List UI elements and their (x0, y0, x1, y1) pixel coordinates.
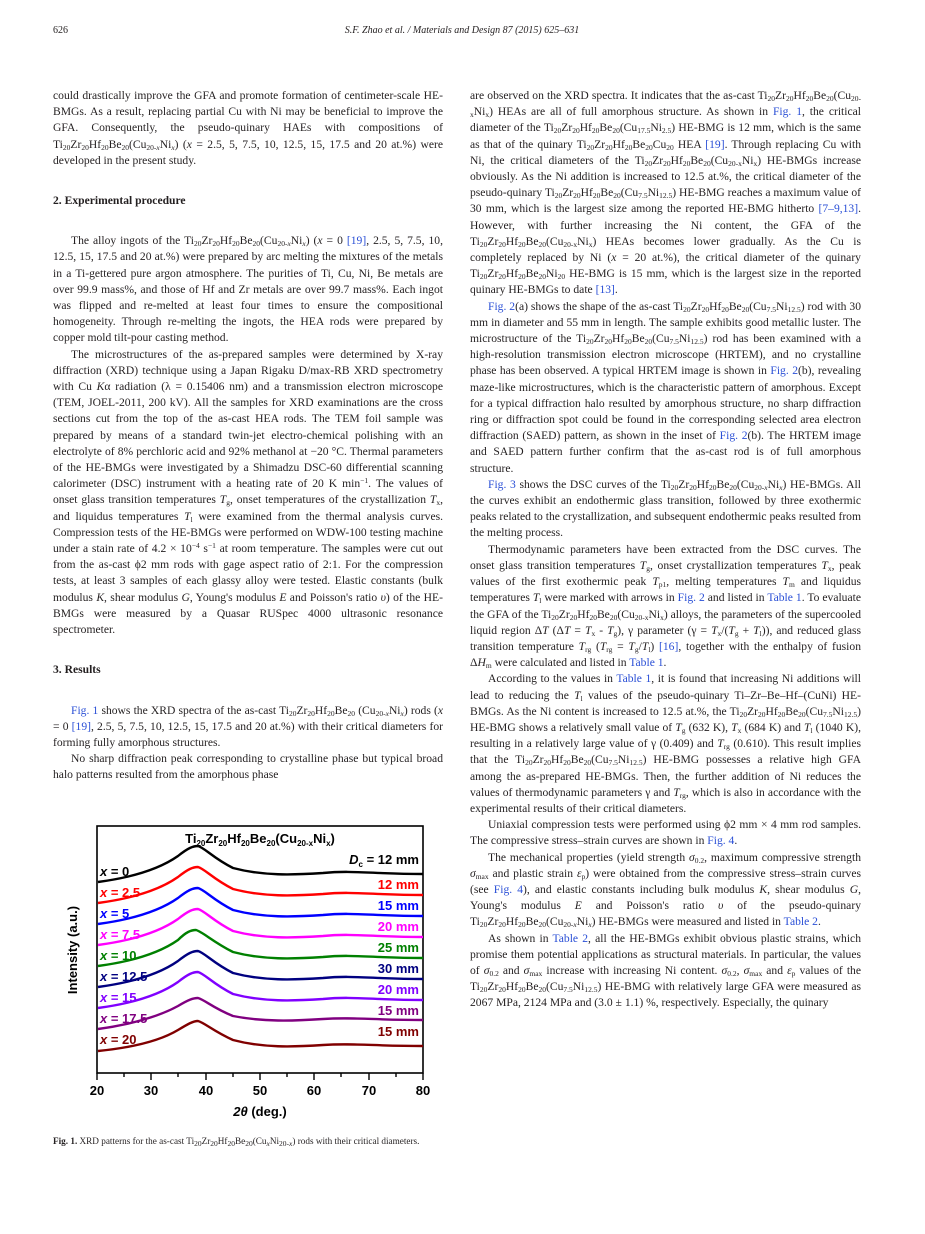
svg-text:60: 60 (306, 1083, 322, 1098)
fig2-link[interactable]: Fig. 2 (677, 591, 705, 605)
svg-text:Ti20Zr20Hf20Be20(Cu20-xNix): $Ti_{20}Zr_{20}Hf_{20}Be_{20}(Cu_{20-x}Ni_x)$ (185, 831, 335, 848)
table1-link[interactable]: Table 1 (629, 656, 664, 670)
svg-text:15 mm: 15 mm (377, 1003, 419, 1018)
caption-text: XRD patterns for the as-cast $Ti_{20}Zr_{20}Hf_{20}Be_{20}(Cu_xNi_{20-x})$ rods with their critical diameters. (79, 1136, 420, 1148)
table1-link[interactable]: Table 1 (616, 672, 652, 686)
ref-link-13[interactable]: [13] (595, 283, 615, 297)
svg-text:x = 2.5: x = 2.5 (100, 885, 141, 900)
svg-text:15 mm: 15 mm (377, 1024, 419, 1039)
fig4-link[interactable]: Fig. 4 (493, 882, 524, 896)
svg-text:Intensity (a.u.): Intensity (a.u.) (65, 905, 80, 995)
fig1-link[interactable]: Fig. 1 (71, 703, 99, 717)
running-head (53, 25, 871, 39)
left-column (53, 88, 443, 784)
svg-text:x = 10: x = 10 (100, 948, 137, 963)
fig4-link[interactable]: Fig. 4 (707, 834, 735, 848)
svg-text:80: 80 (415, 1083, 431, 1098)
paragraph-thermodynamic: Thermodynamic parameters have been extracted from the DSC curves. The onset glass transition temperatures $T_g$, onset crystallization temperatures $T_x$, peak values of the first exothermic peak $T_{p1}$, melting temperatures $T_m$ and liquidus temperatures $T_l$ were marked with arrows in Fig. 2 and listed in Table 1. To evaluate the GFA of the $Ti_{20}Zr_{20}Hf_{20}Be_{20}(Cu_{20-x}Ni_x)$ alloys, the parameters of the supercooled liquid region ΔT $(\Delta T = T_x - T_g)$, γ parameter $(\gamma = T_x/(T_g + T_l))$, and reduced glass transition temperature $T_{rg}$ $(T_{rg} = T_g/T_l)$ [16], together with the enthalpy of fusion $\Delta H_m$ were calculated and listed in Table 1. (470, 542, 861, 671)
paragraph-xrd-intro: Fig. 1 shows the XRD spectra of the as-cast $Ti_{20}Zr_{20}Hf_{20}Be_{20}$ $(Cu_{20-x}Ni_x)$ rods (x = 0 [19], 2.5, 5, 7.5, 10, 12.5, 15, 17.5 and 20 at.%) with their critical diameters for forming fully amorphous structures. (53, 703, 444, 749)
svg-text:25 mm: 25 mm (377, 940, 419, 955)
svg-text:2θ (deg.): 2θ (deg.) (233, 1104, 287, 1119)
fig2-link[interactable]: Fig. 2 (770, 364, 798, 378)
ref-link-16[interactable]: [16] (659, 639, 679, 653)
page-number: 626 (53, 25, 68, 36)
svg-text:50: 50 (252, 1083, 268, 1098)
figure-1-caption (53, 1135, 443, 1148)
svg-text:x = 15: x = 15 (100, 990, 137, 1005)
svg-text:20 mm: 20 mm (377, 982, 419, 997)
intro-continuation: could drastically improve the GFA and promote formation of centimeter-scale HE-BMGs. As a result, replacing partial Cu with Ni may be beneficial to improve the GFA. Consequently, the pseudo-quinary HAEs with compositions of $Ti_{20}Zr_{20}Hf_{20}Be_{20}(Cu_{20-x}Ni_x) (x = 2.5$, 5, 7.5, 10, 12.5, 15, 17.5 and 20 at.%) were developed in the present study. (53, 89, 443, 167)
fig2-link[interactable]: Fig. 2 (488, 299, 516, 313)
table1-link[interactable]: Table 1 (767, 591, 802, 605)
caption-label: Fig. 1. (53, 1136, 78, 1146)
ref-link-19[interactable]: [19] (705, 137, 725, 151)
svg-text:30 mm: 30 mm (377, 961, 419, 976)
ref-link-7-9-13[interactable]: [7–9,13] (818, 202, 859, 216)
ref-link-19[interactable]: [19] (71, 719, 91, 733)
xrd-plot (53, 818, 443, 1138)
svg-text:x = 12.5: x = 12.5 (100, 969, 148, 984)
paragraph-mechanical: The mechanical properties (yield strength $\sigma_{0.2}$, maximum compressive strength $\sigma_{max}$ and plastic strain $\varepsilon_p$) were obtained from the compressive stress–strain curves (see Fig. 4), and elastic constants including bulk modulus K, shear modulus G, Young's modulus E and Poisson's ratio υ of the pseudo-quinary $Ti_{20}Zr_{20}Hf_{20}Be_{20}(Cu_{20-x}Ni_x)$ HE-BMGs were measured and listed in Table 2. (470, 850, 862, 930)
svg-text:x = 20: x = 20 (100, 1032, 137, 1047)
svg-text:40: 40 (198, 1083, 214, 1098)
svg-text:70: 70 (361, 1083, 377, 1098)
paragraph-plastic-strain: As shown in Table 2, all the HE-BMGs exhibit obvious plastic strains, which promise them potential applications as structural materials. In particular, the values of $\sigma_{0.2}$ and $\sigma_{max}$ increase with increasing Ni content. $\sigma_{0.2}$, $\sigma_{max}$ and $\varepsilon_p$ values of the $Ti_{20}Zr_{20}Hf_{20}Be_{20}(Cu_{7.5}Ni_{12.5})$ HE-BMG with relatively large GFA were measured as 2067 MPa, 2124 MPa and (3.0 ± 1.1) %, respectively. Especially, the quinary (470, 931, 861, 1010)
svg-text:30: 30 (143, 1083, 159, 1098)
ref-link-19[interactable]: [19] (346, 234, 367, 248)
svg-text:x = 0: x = 0 (100, 864, 130, 879)
paragraph-dsc: Fig. 3 shows the DSC curves of the $Ti_{20}Zr_{20}Hf_{20}Be_{20}(Cu_{20-x}Ni_x)$ HE-BMGs. All the curves exhibit an endothermic glass transition, followed by three exothermic peaks related to the crystallization, and subsequent endothermic peaks resulted from the melting process. (470, 477, 861, 540)
fig3-link[interactable]: Fig. 3 (488, 477, 516, 491)
paragraph-hrtem: Fig. 2(a) shows the shape of the as-cast $Ti_{20}Zr_{20}Hf_{20}Be_{20}(Cu_{7.5}Ni_{12.5})$ rod with 30 mm in diameter and 55 mm in length. The sample exhibits good metallic luster. The microstructure of the $Ti_{20}Zr_{20}Hf_{20}Be_{20}(Cu_{7.5}Ni_{12.5})$ rod has been examined with a high-resolution transmission electron microscope (HRTEM), and no crystalline phase has been observed. A typical HRTEM image is shown in Fig. 2(b), revealing maze-like microstructures, which is the characteristic pattern of amorphous. Except for a typical diffraction halo resulted by amorphous structure, no sharp diffraction ring or diffraction spot could be found in the corresponding selected area electron diffraction (SAED) pattern, as shown in the inset of Fig. 2(b). The HRTEM image and SAED pattern further confirm that the as-cast rod is of full amorphous structure. (470, 299, 862, 475)
svg-text:x = 17.5: x = 17.5 (100, 1011, 148, 1026)
svg-text:20 mm: 20 mm (377, 919, 419, 934)
paragraph-characterization: The microstructures of the as-prepared samples were determined by X-ray diffraction (XRD) technique using a Japan Rigaku D/max-RB XRD spectrometry with Cu Kα radiation (λ = 0.15406 nm) and a transmission electron microscope (TEM, JOEL-2011, 200 kV). All the samples for XRD examinations are the cross sections cut from the top of the as-cast HEA rods. The TEM foil sample was prepared by means of a standard twin-jet electro-chemical polishing with an electrolyte of 8% perchloric acid and 92% methanol at −20 °C. Thermal parameters of the HE-BMGs were investigated by a Shimadzu DSC-60 differential scanning calorimeter (DSC) instrument with a heating rate of 20 K $\min^{-1}$. The values of onset glass transition temperatures $T_g$, onset temperatures of the crystallization $T_x$, and liquidus temperatures $T_l$ were examined from the thermal analysis curves. Compression tests of the HE-BMGs were performed on WDW-100 testing machine under a stain rate of $4.2 \times 10^{-4}$ $s^{-1}$ at room temperature. The samples were cut out from the as-cast ϕ2 mm rods with gage aspect ratio of 2:1. For the compression tests, at least 3 samples of each glassy alloy were tested. Elastic constants (bulk modulus K, shear modulus G, Young's modulus E and Poisson's ratio υ) of the HE-BMGs were measured by a Quasar RUSpec 4000 ultrasonic resonance spectrometer. (53, 347, 444, 637)
fig1-link[interactable]: Fig. 1 (772, 105, 802, 119)
svg-text:12 mm: 12 mm (377, 877, 419, 892)
svg-text:x = 5: x = 5 (100, 906, 130, 921)
table2-link[interactable]: Table 2 (783, 915, 818, 929)
svg-text:15 mm: 15 mm (377, 898, 419, 913)
right-column (470, 88, 861, 1012)
paragraph-alloy-preparation: The alloy ingots of the $Ti_{20}Zr_{20}Hf_{20}Be_{20}(Cu_{20-x}Ni_x) (x = 0$ [19], 2.5, 5, 7.5, 10, 12.5, 15, 17.5 and 20 at.%) were prepared by arc melting the mixtures of the metals in a Ti-gettered pure argon atmosphere. The purities of Ti, Cu, Ni, Be metals are over 99.9 mass%, and those of Hf and Zr metals are over 99.7 mass%. Each ingot was flipped and re-melted at least four times to ensure the compositional homogeneity. Through re-melting the ingots, the HEA rods were prepared by copper mold tilt-pour casting method. (53, 234, 443, 345)
section-heading-experimental: 2. Experimental procedure (53, 194, 186, 208)
fig2-link[interactable]: Fig. 2 (719, 429, 748, 443)
paragraph-xrd-continuation: are observed on the XRD spectra. It indicates that the as-cast $Ti_{20}Zr_{20}Hf_{20}Be_{20}(Cu_{20-x}Ni_x)$ HEAs are all of full amorphous structure. As shown in Fig. 1, the critical diameter of the $Ti_{20}Zr_{20}Hf_{20}Be_{20}(Cu_{17.5}Ni_{2.5})$ HE-BMG is 12 mm, which is the same as that of the quinary $Ti_{20}Zr_{20}Hf_{20}Be_{20}Cu_{20}$ HEA [19]. Through replacing Cu with Ni, the critical diameters of the $Ti_{20}Zr_{20}Hf_{20}Be_{20}(Cu_{20-x}Ni_x)$ HE-BMGs increase obviously. As the Ni addition is increased to 12.5 at.%, the critical diameter of the pseudo-quinary $Ti_{20}Zr_{20}Hf_{20}Be_{20}(Cu_{7.5}Ni_{12.5})$ HE-BMG reaches a maximum value of 30 mm, which is the largest size among the reported HE-BMG hitherto [7–9,13]. However, with further increasing the Ni content, the GFA of the $Ti_{20}Zr_{20}Hf_{20}Be_{20}(Cu_{20-x}Ni_x)$ HEAs becomes lower gradually. As the Cu is completely replaced by Ni (x = 20 at.%), the critical diameter of the quinary $Ti_{20}Zr_{20}Hf_{20}Be_{20}Ni_{20}$ HE-BMG is 15 mm, which is the largest size in the reported quinary HE-BMGs to date [13]. (470, 89, 861, 297)
figure-1-xrd-chart (53, 818, 443, 1138)
paragraph-ni-effect: According to the values in Table 1, it is found that increasing Ni additions will lead to reducing the $T_l$ values of the pseudo-quinary Ti–Zr–Be–Hf–(CuNi) HE-BMGs. As the Ni content is increased to 12.5 at.%, the $Ti_{20}Zr_{20}Hf_{20}Be_{20}(Cu_{7.5}Ni_{12.5})$ HE-BMG shows a relatively small value of $T_g$ (632 K), $T_x$ (684 K) and $T_l$ (1040 K), resulting in a relatively large value of γ (0.409) and $T_{rg}$ (0.610). This result implies that the $Ti_{20}Zr_{20}Hf_{20}Be_{20}(Cu_{7.5}Ni_{12.5})$ HE-BMG possesses a relative high GFA among the as-prepared HE-BMGs. Then, the further addition of Ni reduces the values of thermodynamic parameters γ and $T_{rg}$, which is also in accordance with the experimental results of their critical diameters. (470, 672, 861, 815)
paragraph-compression: Uniaxial compression tests were performed using ϕ2 mm × 4 mm rod samples. The compressive stress–strain curves are shown in Fig. 4. (470, 818, 861, 848)
svg-text:20: 20 (89, 1083, 105, 1098)
svg-text:x = 7.5: x = 7.5 (100, 927, 141, 942)
section-heading-results: 3. Results (53, 663, 101, 677)
paragraph-xrd-start: No sharp diffraction peak corresponding to crystalline phase but typical broad halo patterns resulted from the amorphous phase (53, 752, 443, 782)
journal-reference: S.F. Zhao et al. / Materials and Design 87 (2015) 625–631 (344, 25, 580, 36)
table2-link[interactable]: Table 2 (552, 931, 589, 945)
svg-text:Dc = 12 mm: $D_c = 12$ mm (349, 852, 419, 869)
